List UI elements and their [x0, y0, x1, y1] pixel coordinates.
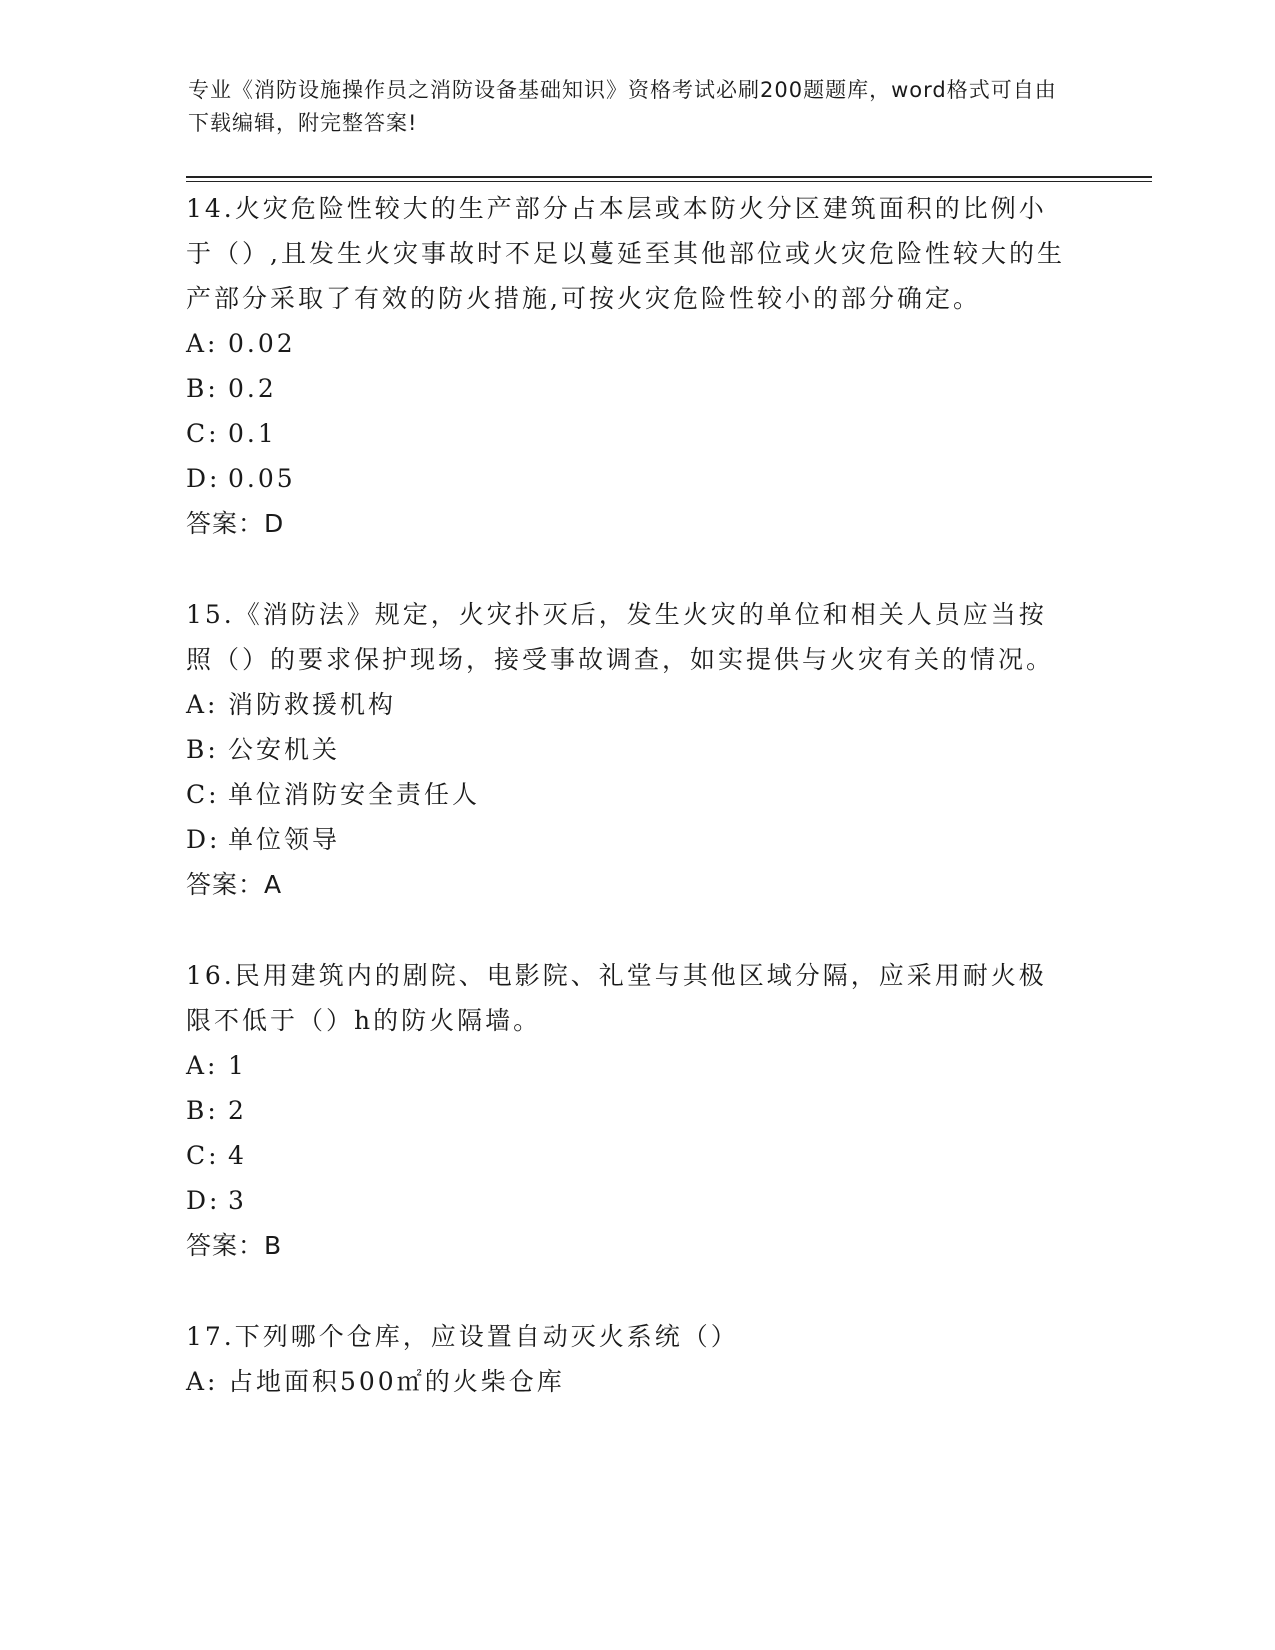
question-spacer	[186, 907, 1086, 953]
answer-line: 答案：B	[186, 1231, 283, 1260]
question-16	[186, 953, 1086, 1268]
option-letter: A:	[186, 329, 219, 358]
option-letter: D:	[186, 464, 221, 493]
option-text: 2	[228, 1096, 247, 1125]
option-text: 消防救援机构	[228, 690, 397, 719]
option-letter: C:	[186, 1141, 220, 1170]
option-a	[186, 321, 1086, 366]
option-letter: B:	[186, 1096, 219, 1125]
question-14	[186, 186, 1086, 546]
option-a	[186, 1043, 1086, 1088]
option-text: 0.02	[228, 329, 296, 358]
option-a	[186, 682, 1086, 727]
option-b	[186, 727, 1086, 772]
option-c	[186, 772, 1086, 817]
question-spacer	[186, 546, 1086, 592]
question-list	[186, 186, 1086, 1404]
answer-line: 答案：A	[186, 870, 283, 899]
question-spacer	[186, 1268, 1086, 1314]
option-d	[186, 817, 1086, 862]
option-a	[186, 1359, 1086, 1404]
question-15	[186, 592, 1086, 907]
option-text: 占地面积500㎡的火柴仓库	[228, 1367, 565, 1396]
option-letter: B:	[186, 374, 219, 403]
option-letter: D:	[186, 1186, 221, 1215]
option-b	[186, 366, 1086, 411]
option-text: 4	[228, 1141, 247, 1170]
header-text: 专业《消防设施操作员之消防设备基础知识》资格考试必刷200题题库，word格式可自由下载编辑，附完整答案!	[188, 78, 1057, 135]
option-letter: D:	[186, 825, 221, 854]
option-text: 1	[228, 1051, 247, 1080]
option-d	[186, 456, 1086, 501]
option-letter: B:	[186, 735, 219, 764]
option-text: 公安机关	[228, 735, 341, 764]
option-d	[186, 1178, 1086, 1223]
answer-line: 答案：D	[186, 509, 285, 538]
option-text: 0.05	[228, 464, 296, 493]
option-letter: A:	[186, 1367, 219, 1396]
option-letter: C:	[186, 780, 220, 809]
option-c	[186, 1133, 1086, 1178]
option-letter: A:	[186, 690, 219, 719]
option-letter: A:	[186, 1051, 219, 1080]
option-text: 0.2	[228, 374, 277, 403]
option-text: 0.1	[228, 419, 277, 448]
question-stem: 15.《消防法》规定，火灾扑灭后，发生火灾的单位和相关人员应当按照（）的要求保护现场，接受事故调查，如实提供与火灾有关的情况。	[186, 600, 1055, 674]
question-stem: 14.火灾危险性较大的生产部分占本层或本防火分区建筑面积的比例小于（）,且发生火灾事故时不足以蔓延至其他部位或火灾危险性较大的生产部分采取了有效的防火措施,可按火灾危险性较小的部分确定。	[186, 194, 1065, 313]
option-c	[186, 411, 1086, 456]
option-text: 单位消防安全责任人	[228, 780, 481, 809]
question-stem: 16.民用建筑内的剧院、电影院、礼堂与其他区域分隔，应采用耐火极限不低于（）h的防火隔墙。	[186, 961, 1047, 1035]
option-text: 单位领导	[228, 825, 341, 854]
option-b	[186, 1088, 1086, 1133]
header-divider-thick	[186, 176, 1152, 178]
document-header	[188, 74, 1068, 140]
question-17	[186, 1314, 1086, 1404]
header-divider-thin	[186, 181, 1152, 182]
option-letter: C:	[186, 419, 220, 448]
question-stem: 17.下列哪个仓库，应设置自动灭火系统（）	[186, 1322, 739, 1351]
option-text: 3	[228, 1186, 247, 1215]
